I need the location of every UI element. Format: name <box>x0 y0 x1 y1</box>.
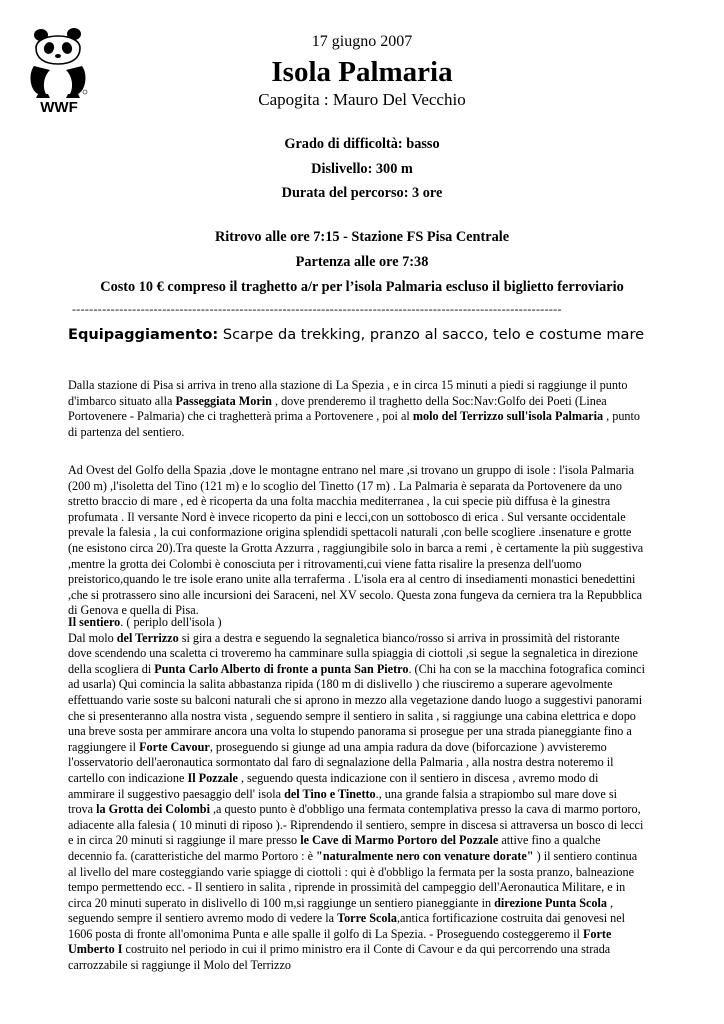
equipment-label: Equipaggiamento: <box>68 326 219 343</box>
trail-paragraph <box>68 615 658 974</box>
bold-text-run: Punta Carlo Alberto di fronte a punta San Pietro <box>154 661 409 676</box>
text-run: d'imbarco situato alla <box>68 393 176 408</box>
wwf-logo-text: WWF <box>40 99 78 114</box>
text-run: costruito nel periodo in cui il primo ministro era il Conte di Cavour e da qui percorrendo una strada <box>122 942 611 957</box>
separator-line: ------------------------------------------------------------------------------------------------------------------ <box>72 302 562 316</box>
text-run: raggiungere il <box>68 739 140 754</box>
text-line <box>68 911 658 927</box>
text-run: tempo permettendo ecc. - Il sentiero in salita , riprende in prossimità del campeggio dell'Aeronautica Militare, e in <box>68 880 626 895</box>
bold-text-run: del Tino e Tinetto <box>284 786 376 801</box>
bold-text-run: le Cave di Marmo Portoro del Pozzale <box>300 833 499 848</box>
page-title: Isola Palmaria <box>271 56 453 88</box>
text-run: attive fino a qualche <box>498 833 601 848</box>
text-run: trova <box>68 802 97 817</box>
text-run: , proseguendo si giunge ad una ampia radura da dove (biforcazione ) avvisteremo <box>209 739 607 754</box>
text-line <box>68 802 658 818</box>
text-line <box>68 880 658 896</box>
meeting-info: Ritrovo alle ore 7:15 - Stazione FS Pisa Centrale <box>214 229 510 245</box>
text-line <box>68 662 658 678</box>
text-run: Dalla stazione di Pisa si arriva in treno alla stazione di La Spezia , e in circa 15 minuti a piedi si raggiunge il punto <box>68 378 628 392</box>
equipment-line <box>68 326 644 343</box>
bold-text-run: Forte <box>582 926 612 941</box>
text-line <box>68 724 658 740</box>
text-run: stretto braccio di mare , ed è ricoperta da una folta macchia mediterranea , la cui specie più diffusa è la ginestra <box>68 494 611 509</box>
text-run: l'osservatorio dell'aeronautica sormontato dal faro di segnalazione della Palmaria , alla nostra destra noteremo il <box>68 755 614 770</box>
text-run: effettuando varie soste su balconi naturali che si aprono in mezzo alla vegetazione dando luogo a suggestivi panorami <box>68 692 643 707</box>
bold-text-run: Umberto I <box>68 942 123 957</box>
bold-text-run: Torre Scola <box>337 911 397 926</box>
cost-info: Costo 10 € compreso il traghetto a/r per l’isola Palmaria escluso il biglietto ferroviario <box>100 279 624 295</box>
text-run: si gira a destra e seguendo la segnaletica bianco/rosso si arriva in prossimità del ristorante <box>178 630 620 645</box>
text-line <box>68 896 658 912</box>
text-run: ad usarla) Qui comincia la salita abbastanza ripida (180 m di dislivello ) che riusciremo a superare agevolmente <box>68 677 613 692</box>
text-line <box>68 849 658 865</box>
event-date: 17 giugno 2007 <box>311 33 413 50</box>
text-run: ,a questo punto è d'obbligo una fermata contemplativa presso la cava di marmo portoro, <box>209 802 641 817</box>
bold-text-run: Il Pozzale <box>187 770 238 785</box>
text-line <box>68 572 658 588</box>
bold-text-run: direzione Punta Scola <box>494 895 607 910</box>
elevation-info: Dislivello: 300 m <box>311 161 413 177</box>
text-run: , seguendo questa indicazione con il sentiero in discesa , avremo modo di <box>237 770 599 785</box>
text-line <box>68 740 658 756</box>
text-line <box>68 525 658 541</box>
text-line <box>68 958 658 974</box>
text-line <box>68 787 658 803</box>
text-run: , dove prenderemo il traghetto della Soc:Nav:Golfo dei Poeti (Linea <box>271 393 607 408</box>
text-line <box>68 425 658 441</box>
text-run: ammirare il suggestivo paesaggio dell' isola <box>68 786 285 801</box>
text-line <box>68 494 658 510</box>
text-line <box>68 631 658 647</box>
text-run: , punto <box>603 409 640 424</box>
bold-text-run: Passeggiata Morin <box>175 393 272 408</box>
text-run: (ne esistono circa 20).Tra queste la Grotta Azzurra , raggiungibile solo in barca a remi , è certamente la più suggestiva <box>68 540 644 555</box>
text-run: preistorico,quando le tre isole erano unite alla terraferma . L'isola era al centro di insediamenti monastici benedettini <box>68 572 636 587</box>
text-line <box>68 479 658 495</box>
intro-paragraph <box>68 378 658 440</box>
text-line <box>68 927 658 943</box>
text-run: cartello con indicazione <box>68 770 188 785</box>
text-line <box>68 557 658 573</box>
text-run: di Genova e quella di Pisa. <box>68 603 199 618</box>
text-run: ., una grande falsia a strapiombo sul mare dove si <box>375 786 617 801</box>
duration-info: Durata del percorso: 3 ore <box>281 185 443 201</box>
text-line <box>68 394 658 410</box>
bold-text-run: la Grotta dei Colombi <box>96 802 210 817</box>
text-run: 1606 posta di fronte all'omonima Punta e alle spalle il golfo di La Spezia. - Proseguendo costeggeremo il <box>68 926 583 941</box>
text-run: che si presenteranno alla nostra vista , seguendo sempre il sentiero in salita , si raggiunge una cabina elettrica e dopo <box>68 708 636 723</box>
text-line <box>68 588 658 604</box>
text-line <box>68 463 658 479</box>
departure-info: Partenza alle ore 7:38 <box>295 254 429 270</box>
text-run: ,antica fortificazione costruita dai genovesi nel <box>396 911 626 926</box>
text-run: decennio fa. (caratteristiche del marmo Portoro : è <box>68 848 317 863</box>
equipment-text: Scarpe da trekking, pranzo al sacco, telo e costume mare <box>218 326 645 343</box>
text-run: , <box>607 895 614 910</box>
text-run: Dal molo <box>68 630 117 645</box>
text-line <box>68 865 658 881</box>
text-line <box>68 541 658 557</box>
text-line <box>68 510 658 526</box>
bold-text-run: Forte Cavour <box>139 739 210 754</box>
text-line <box>68 378 658 394</box>
text-run: circa 20 minuti superato in dislivello di 100 m,si raggiunge un sentiero pianeggiante in <box>68 895 495 910</box>
text-line <box>68 615 658 631</box>
text-run: ) il sentiero continua <box>533 848 638 863</box>
text-run: e in circa 20 minuti si raggiunge il mare presso <box>68 833 301 848</box>
text-line <box>68 833 658 849</box>
text-run: di partenza del sentiero. <box>68 424 185 439</box>
text-run: (200 m) ,l'isoletta del Tino (121 m) e lo scoglio del Tinetto (17 m) . La Palmaria è separata da Portovenere da uno <box>68 478 622 493</box>
text-run: . (Chi ha con se la macchina fotografica cominci <box>408 661 645 676</box>
text-run: al livello del mare costeggiando varie spiagge di ciottoli : qui è d'obbligo la fermata per la sosta pranzo, balneazione <box>68 864 635 879</box>
bold-text-run: Il sentiero <box>68 615 121 629</box>
text-line <box>68 771 658 787</box>
text-run: profumata . Il versante Nord è invece ricoperto da pini e lecci,con un sottobosco di erica . Sul versante occidentale <box>68 509 626 524</box>
text-run: Portovenere - Palmaria) che ci traghetterà prima a Portovenere , poi al <box>68 409 413 424</box>
text-run: carrozzabile si raggiunge il Molo del Terrizzo <box>68 958 291 973</box>
text-run: ,che si protrassero sino alle incursioni dei Saraceni, nel XV secolo. Questa zona fungeva da cerniera tra la Repubblica <box>68 587 643 602</box>
bold-text-run: "naturalmente nero con venature dorate" <box>316 848 534 863</box>
trip-leader: Capogita : Mauro Del Vecchio <box>258 90 466 109</box>
difficulty-info: Grado di difficoltà: basso <box>284 136 440 152</box>
text-run: Ad Ovest del Golfo della Spazia ,dove le montagne entrano nel mare ,si trovano un gruppo di isole : l'isola Palmaria <box>68 463 635 477</box>
text-run: ,mentre la grotta dei Colombi è conosciuta per i ritrovamenti,cui viene fatta risalire la presenza dell'uomo <box>68 556 582 571</box>
text-run: dove scendendo una scaletta ci troveremo ha camminare sulla spiaggia di ciottoli ,si segue la segnaletica in direzione <box>68 646 638 661</box>
text-line <box>68 409 658 425</box>
text-line <box>68 646 658 662</box>
text-line <box>68 693 658 709</box>
bold-text-run: del Terrizzo <box>116 630 179 645</box>
text-run: una breve sosta per ammirare ancora una volta lo stupendo panorama si prosegue per una strada pianeggiante fino a <box>68 724 632 739</box>
text-line <box>68 818 658 834</box>
text-run: seguendo sempre il sentiero avremo modo di vedere la <box>68 911 338 926</box>
text-line <box>68 677 658 693</box>
text-run: della scogliera di <box>68 661 155 676</box>
island-description-paragraph <box>68 463 658 619</box>
text-run: . ( periplo dell'isola ) <box>120 615 222 629</box>
text-run: adiacente alla falesia ( 10 minuti di riposo ).- Riprendendo il sentiero, sempre in discesa si attraversa un bosco di lecci <box>68 817 644 832</box>
text-line <box>68 755 658 771</box>
text-line <box>68 709 658 725</box>
text-run: prevale la falesia , la cui conformazione origina splendidi spettacoli naturali ,con belle scogliere .insenature e grotte <box>68 525 632 540</box>
text-line <box>68 942 658 958</box>
bold-text-run: molo del Terrizzo sull'isola Palmaria <box>412 409 604 424</box>
